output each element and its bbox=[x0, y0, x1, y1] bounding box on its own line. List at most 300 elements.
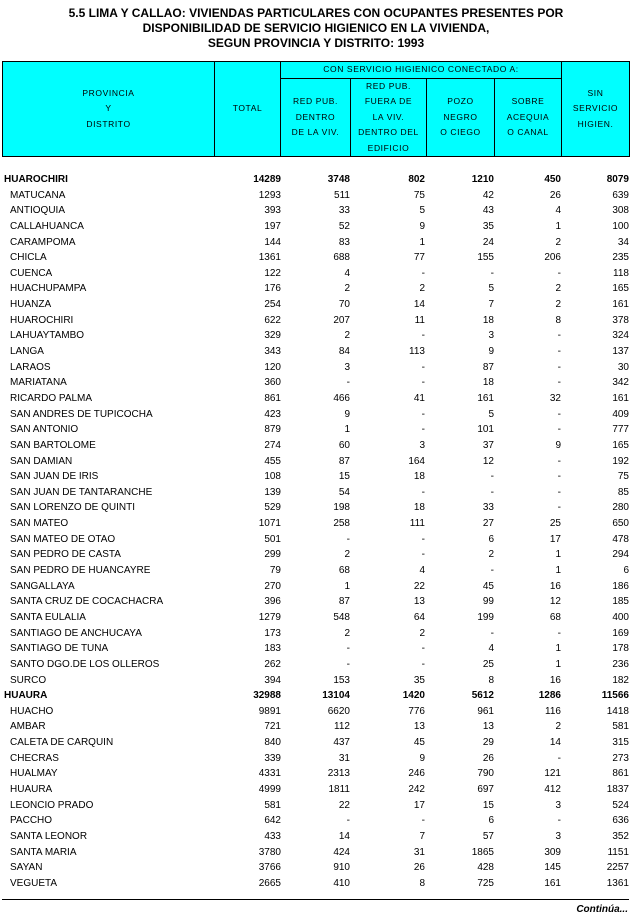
row-name: PACCHO bbox=[10, 815, 53, 827]
cell-col-1: 299 bbox=[264, 549, 281, 561]
cell-col-3: 2 bbox=[419, 283, 425, 295]
cell-col-4: 27 bbox=[482, 518, 494, 530]
table-row bbox=[2, 751, 629, 767]
row-name: CARAMPOMA bbox=[10, 236, 76, 248]
cell-col-6: 294 bbox=[612, 549, 629, 561]
row-name: SANTA LEONOR bbox=[10, 830, 88, 842]
cell-col-4: 5 bbox=[488, 408, 494, 420]
cell-col-2: 70 bbox=[338, 299, 350, 311]
cell-col-5: 145 bbox=[544, 862, 561, 874]
cell-col-2: 153 bbox=[333, 674, 350, 686]
table-row bbox=[2, 860, 629, 876]
header-conectado: CON SERVICIO HIGIENICO CONECTADO A: bbox=[281, 62, 562, 79]
cell-col-6: 11566 bbox=[601, 690, 629, 702]
cell-col-5: 2 bbox=[555, 283, 561, 295]
cell-col-6: 185 bbox=[612, 596, 629, 608]
table-row bbox=[2, 673, 629, 689]
table-row bbox=[2, 266, 629, 282]
cell-col-2: 466 bbox=[333, 392, 350, 404]
cell-col-6: 192 bbox=[612, 455, 629, 467]
cell-col-6: 169 bbox=[612, 627, 629, 639]
cell-col-5: - bbox=[557, 627, 561, 639]
cell-col-2: 437 bbox=[333, 737, 350, 749]
table-body bbox=[2, 172, 629, 891]
cell-col-3: 111 bbox=[409, 518, 425, 530]
cell-col-6: 75 bbox=[617, 471, 629, 483]
header-provincia: PROVINCIA Y DISTRITO bbox=[3, 62, 215, 157]
cell-col-5: 3 bbox=[555, 830, 561, 842]
cell-col-4: 790 bbox=[477, 768, 494, 780]
cell-col-6: 236 bbox=[612, 658, 629, 670]
cell-col-3: - bbox=[421, 643, 425, 655]
cell-col-4: 961 bbox=[477, 705, 494, 717]
cell-col-4: - bbox=[490, 486, 494, 498]
cell-col-1: 4999 bbox=[258, 783, 281, 795]
cell-col-2: 54 bbox=[338, 486, 350, 498]
cell-col-6: 85 bbox=[617, 486, 629, 498]
cell-col-6: 378 bbox=[612, 314, 629, 326]
cell-col-1: 840 bbox=[264, 737, 281, 749]
cell-col-6: 581 bbox=[612, 721, 629, 733]
cell-col-1: 329 bbox=[264, 330, 281, 342]
cell-col-6: 161 bbox=[612, 392, 629, 404]
header-pozo: POZO NEGRO O CIEGO bbox=[427, 78, 495, 157]
row-name: SANTA EULALIA bbox=[10, 611, 86, 623]
row-name: CHECRAS bbox=[10, 752, 59, 764]
header-sin-servicio: SIN SERVICIO HIGIEN. bbox=[562, 62, 630, 157]
cell-col-2: 52 bbox=[338, 220, 350, 232]
cell-col-4: 35 bbox=[482, 220, 494, 232]
cell-col-1: 721 bbox=[264, 721, 281, 733]
cell-col-1: 879 bbox=[264, 424, 281, 436]
cell-col-6: 178 bbox=[612, 643, 629, 655]
table-row bbox=[2, 704, 629, 720]
cell-col-4: 1210 bbox=[471, 174, 494, 185]
table-row bbox=[2, 454, 629, 470]
header-red-fuera: RED PUB. FUERA DE LA VIV. DENTRO DEL EDIFICIO bbox=[351, 78, 427, 157]
cell-col-5: 32 bbox=[549, 392, 561, 404]
cell-col-4: 13 bbox=[482, 721, 494, 733]
row-name: SAN ANTONIO bbox=[10, 424, 79, 436]
cell-col-5: - bbox=[557, 377, 561, 389]
cell-col-6: 137 bbox=[612, 346, 629, 358]
cell-col-3: 2 bbox=[419, 627, 425, 639]
cell-col-6: 409 bbox=[612, 408, 629, 420]
cell-col-1: 1071 bbox=[258, 518, 281, 530]
cell-col-2: 2 bbox=[344, 627, 350, 639]
cell-col-3: 75 bbox=[413, 189, 425, 201]
cell-col-3: 802 bbox=[408, 174, 425, 185]
cell-col-6: 6 bbox=[623, 565, 629, 577]
cell-col-3: - bbox=[421, 361, 425, 373]
cell-col-3: 4 bbox=[419, 565, 425, 577]
cell-col-3: 18 bbox=[413, 471, 425, 483]
cell-col-5: 14 bbox=[549, 737, 561, 749]
cell-col-5: - bbox=[557, 471, 561, 483]
cell-col-1: 433 bbox=[264, 830, 281, 842]
row-name: SANGALLAYA bbox=[10, 580, 75, 592]
cell-col-1: 642 bbox=[264, 815, 281, 827]
cell-col-3: 164 bbox=[408, 455, 425, 467]
cell-col-5: - bbox=[557, 815, 561, 827]
table-row bbox=[2, 438, 629, 454]
cell-col-5: 161 bbox=[544, 877, 561, 889]
cell-col-2: 548 bbox=[333, 611, 350, 623]
title-line-1: 5.5 LIMA Y CALLAO: VIVIENDAS PARTICULARES CON OCUPANTES PRESENTES POR bbox=[68, 6, 564, 20]
cell-col-5: 309 bbox=[544, 846, 561, 858]
cell-col-3: - bbox=[421, 408, 425, 420]
cell-col-5: 12 bbox=[549, 596, 561, 608]
table-row bbox=[2, 344, 629, 360]
cell-col-3: 13 bbox=[413, 721, 425, 733]
cell-col-6: 524 bbox=[612, 799, 629, 811]
cell-col-2: 2 bbox=[344, 549, 350, 561]
cell-col-1: 423 bbox=[264, 408, 281, 420]
table-row bbox=[2, 594, 629, 610]
province-row bbox=[2, 172, 629, 188]
cell-col-5: 16 bbox=[549, 674, 561, 686]
row-name: LANGA bbox=[10, 346, 44, 358]
cell-col-3: 1 bbox=[419, 236, 425, 248]
cell-col-6: 1151 bbox=[607, 846, 629, 858]
cell-col-5: 8 bbox=[555, 314, 561, 326]
cell-col-3: - bbox=[421, 486, 425, 498]
table-row bbox=[2, 500, 629, 516]
cell-col-1: 14289 bbox=[253, 174, 281, 185]
cell-col-2: 31 bbox=[338, 752, 350, 764]
cell-col-6: 273 bbox=[612, 752, 629, 764]
cell-col-3: - bbox=[421, 424, 425, 436]
cell-col-1: 1279 bbox=[258, 611, 281, 623]
cell-col-5: 4 bbox=[555, 205, 561, 217]
cell-col-5: - bbox=[557, 486, 561, 498]
cell-col-6: 8079 bbox=[606, 174, 629, 185]
cell-col-2: 84 bbox=[338, 346, 350, 358]
table-row bbox=[2, 328, 629, 344]
row-name: CUENCA bbox=[10, 267, 53, 279]
cell-col-2: 60 bbox=[338, 439, 350, 451]
cell-col-6: 400 bbox=[612, 611, 629, 623]
cell-col-6: 165 bbox=[612, 283, 629, 295]
cell-col-2: 4 bbox=[344, 267, 350, 279]
cell-col-5: - bbox=[557, 455, 561, 467]
cell-col-5: 450 bbox=[544, 174, 561, 185]
table-row bbox=[2, 297, 629, 313]
cell-col-1: 79 bbox=[269, 565, 281, 577]
cell-col-2: 83 bbox=[338, 236, 350, 248]
cell-col-1: 3780 bbox=[258, 846, 281, 858]
row-name: ANTIOQUIA bbox=[10, 205, 66, 217]
cell-col-1: 1293 bbox=[258, 189, 281, 201]
row-name: MATUCANA bbox=[10, 189, 66, 201]
table-row bbox=[2, 766, 629, 782]
cell-col-1: 197 bbox=[264, 220, 281, 232]
cell-col-5: 1 bbox=[555, 220, 561, 232]
cell-col-6: 118 bbox=[613, 267, 629, 279]
cell-col-2: 2 bbox=[344, 283, 350, 295]
title-line-3: SEGUN PROVINCIA Y DISTRITO: 1993 bbox=[207, 36, 425, 50]
row-name: SAN PEDRO DE HUANCAYRE bbox=[10, 565, 151, 577]
cell-col-5: - bbox=[557, 267, 561, 279]
cell-col-3: 246 bbox=[408, 768, 425, 780]
cell-col-5: - bbox=[557, 346, 561, 358]
table-row bbox=[2, 313, 629, 329]
table-row bbox=[2, 422, 629, 438]
table-row bbox=[2, 813, 629, 829]
table-row bbox=[2, 532, 629, 548]
cell-col-6: 30 bbox=[617, 361, 629, 373]
row-name: SAN MATEO bbox=[10, 518, 69, 530]
row-name: SAN JUAN DE IRIS bbox=[10, 471, 99, 483]
row-name: SAYAN bbox=[10, 862, 43, 874]
title-line-2: DISPONIBILIDAD DE SERVICIO HIGIENICO EN LA VIVIENDA, bbox=[142, 21, 490, 35]
row-name: LARAOS bbox=[10, 361, 51, 373]
cell-col-3: 13 bbox=[413, 596, 425, 608]
cell-col-4: - bbox=[490, 565, 494, 577]
cell-col-4: 8 bbox=[488, 674, 494, 686]
row-name: SANTIAGO DE TUNA bbox=[10, 643, 109, 655]
cell-col-5: 25 bbox=[549, 518, 561, 530]
table-row bbox=[2, 547, 629, 563]
cell-col-2: 258 bbox=[333, 518, 350, 530]
cell-col-3: 8 bbox=[419, 877, 425, 889]
cell-col-5: - bbox=[557, 752, 561, 764]
cell-col-6: 1837 bbox=[606, 783, 629, 795]
cell-col-1: 396 bbox=[264, 596, 281, 608]
cell-col-4: 199 bbox=[477, 611, 494, 623]
table-row bbox=[2, 626, 629, 642]
cell-col-1: 176 bbox=[264, 283, 281, 295]
row-name: CHICLA bbox=[10, 252, 47, 264]
table-row bbox=[2, 203, 629, 219]
cell-col-5: 2 bbox=[555, 299, 561, 311]
cell-col-6: 315 bbox=[612, 737, 629, 749]
cell-col-6: 280 bbox=[612, 502, 629, 514]
cell-col-6: 342 bbox=[612, 377, 629, 389]
cell-col-4: 725 bbox=[477, 877, 494, 889]
row-name: SANTO DGO.DE LOS OLLEROS bbox=[10, 658, 160, 670]
cell-col-1: 861 bbox=[264, 392, 281, 404]
cell-col-2: 424 bbox=[333, 846, 350, 858]
cell-col-5: 1 bbox=[555, 549, 561, 561]
cell-col-2: 22 bbox=[338, 799, 350, 811]
cell-col-2: 13104 bbox=[322, 690, 350, 702]
cell-col-2: 14 bbox=[338, 830, 350, 842]
cell-col-6: 165 bbox=[612, 439, 629, 451]
cell-col-6: 161 bbox=[612, 299, 629, 311]
cell-col-4: 99 bbox=[482, 596, 494, 608]
row-name: HUAURA bbox=[10, 783, 53, 795]
cell-col-1: 274 bbox=[264, 439, 281, 451]
cell-col-5: - bbox=[557, 502, 561, 514]
table-row bbox=[2, 782, 629, 798]
row-name: SAN MATEO DE OTAO bbox=[10, 533, 116, 545]
cell-col-2: - bbox=[346, 815, 350, 827]
cell-col-5: 1 bbox=[555, 565, 561, 577]
cell-col-3: 113 bbox=[409, 346, 425, 358]
cell-col-4: - bbox=[490, 471, 494, 483]
row-name: SAN DAMIAN bbox=[10, 455, 73, 467]
cell-col-1: 9891 bbox=[258, 705, 281, 717]
table-title bbox=[0, 6, 632, 51]
table-row bbox=[2, 360, 629, 376]
cell-col-6: 352 bbox=[612, 830, 629, 842]
cell-col-1: 360 bbox=[264, 377, 281, 389]
cell-col-2: - bbox=[346, 533, 350, 545]
row-name: SURCO bbox=[10, 674, 47, 686]
table-row bbox=[2, 641, 629, 657]
cell-col-3: 11 bbox=[414, 314, 425, 326]
table-row bbox=[2, 250, 629, 266]
cell-col-3: - bbox=[421, 267, 425, 279]
row-name: SANTIAGO DE ANCHUCAYA bbox=[10, 627, 142, 639]
table-row bbox=[2, 829, 629, 845]
table-row bbox=[2, 281, 629, 297]
row-name: SAN JUAN DE TANTARANCHE bbox=[10, 486, 153, 498]
table-row bbox=[2, 876, 629, 892]
cell-col-6: 235 bbox=[612, 252, 629, 264]
cell-col-5: - bbox=[557, 424, 561, 436]
cell-col-1: 339 bbox=[264, 752, 281, 764]
cell-col-5: 2 bbox=[555, 721, 561, 733]
row-name: HUAROCHIRI bbox=[10, 314, 74, 326]
cell-col-5: 1 bbox=[555, 658, 561, 670]
cell-col-2: 33 bbox=[338, 205, 350, 217]
table-row bbox=[2, 798, 629, 814]
cell-col-5: 68 bbox=[549, 611, 561, 623]
cell-col-4: - bbox=[490, 627, 494, 639]
cell-col-2: 6620 bbox=[327, 705, 350, 717]
cell-col-6: 34 bbox=[617, 236, 629, 248]
cell-col-3: - bbox=[421, 377, 425, 389]
cell-col-2: - bbox=[346, 643, 350, 655]
province-row bbox=[2, 688, 629, 704]
cell-col-3: 31 bbox=[413, 846, 425, 858]
cell-col-4: 29 bbox=[482, 737, 494, 749]
cell-col-4: 5612 bbox=[471, 690, 494, 702]
cell-col-6: 639 bbox=[612, 189, 629, 201]
table-row bbox=[2, 516, 629, 532]
table-row bbox=[2, 563, 629, 579]
cell-col-4: 15 bbox=[482, 799, 494, 811]
row-name: LAHUAYTAMBO bbox=[10, 330, 85, 342]
cell-col-2: 87 bbox=[338, 596, 350, 608]
cell-col-5: 9 bbox=[555, 439, 561, 451]
cell-col-3: 7 bbox=[419, 830, 425, 842]
row-name: HUACHO bbox=[10, 705, 54, 717]
cell-col-5: - bbox=[557, 330, 561, 342]
cell-col-6: 324 bbox=[612, 330, 629, 342]
cell-col-6: 1361 bbox=[606, 877, 629, 889]
cell-col-2: 9 bbox=[344, 408, 350, 420]
row-name: MARIATANA bbox=[10, 377, 67, 389]
cell-col-4: 33 bbox=[482, 502, 494, 514]
row-name: RICARDO PALMA bbox=[10, 392, 93, 404]
cell-col-4: 2 bbox=[488, 549, 494, 561]
table-row bbox=[2, 485, 629, 501]
cell-col-1: 120 bbox=[264, 361, 281, 373]
cell-col-3: 14 bbox=[413, 299, 425, 311]
cell-col-4: 1865 bbox=[471, 846, 494, 858]
cell-col-3: 22 bbox=[413, 580, 425, 592]
cell-col-1: 622 bbox=[264, 314, 281, 326]
row-name: HUAROCHIRI bbox=[4, 174, 68, 185]
cell-col-5: - bbox=[557, 361, 561, 373]
table-row bbox=[2, 735, 629, 751]
cell-col-4: 155 bbox=[477, 252, 494, 264]
cell-col-2: 112 bbox=[334, 721, 350, 733]
row-name: SAN ANDRES DE TUPICOCHA bbox=[10, 408, 153, 420]
table-row bbox=[2, 375, 629, 391]
cell-col-5: 3 bbox=[555, 799, 561, 811]
header-total: TOTAL bbox=[215, 62, 281, 157]
cell-col-5: - bbox=[557, 408, 561, 420]
cell-col-1: 2665 bbox=[258, 877, 281, 889]
row-name: VEGUETA bbox=[10, 877, 58, 889]
cell-col-5: 16 bbox=[549, 580, 561, 592]
cell-col-4: 101 bbox=[477, 424, 494, 436]
cell-col-6: 308 bbox=[612, 205, 629, 217]
row-name: HUALMAY bbox=[10, 768, 58, 780]
table-row bbox=[2, 219, 629, 235]
row-name: HUAURA bbox=[4, 690, 48, 702]
cell-col-5: 116 bbox=[545, 705, 561, 717]
cell-col-1: 3766 bbox=[258, 862, 281, 874]
cell-col-2: 2313 bbox=[327, 768, 350, 780]
cell-col-1: 1361 bbox=[258, 252, 281, 264]
cell-col-2: 511 bbox=[334, 189, 350, 201]
cell-col-4: 4 bbox=[488, 643, 494, 655]
cell-col-3: 776 bbox=[408, 705, 425, 717]
cell-col-1: 183 bbox=[264, 643, 281, 655]
cell-col-1: 4331 bbox=[258, 768, 281, 780]
cell-col-1: 122 bbox=[264, 267, 281, 279]
cell-col-5: 1 bbox=[555, 643, 561, 655]
row-name: HUACHUPAMPA bbox=[10, 283, 87, 295]
cell-col-4: 45 bbox=[482, 580, 494, 592]
cell-col-3: - bbox=[421, 549, 425, 561]
cell-col-2: 198 bbox=[333, 502, 350, 514]
cell-col-4: 24 bbox=[482, 236, 494, 248]
row-name: CALLAHUANCA bbox=[10, 220, 84, 232]
table-bottom-rule bbox=[2, 899, 629, 900]
cell-col-1: 144 bbox=[264, 236, 281, 248]
cell-col-6: 650 bbox=[612, 518, 629, 530]
cell-col-1: 108 bbox=[264, 471, 281, 483]
cell-col-5: 121 bbox=[544, 768, 561, 780]
cell-col-4: 7 bbox=[488, 299, 494, 311]
cell-col-3: 77 bbox=[413, 252, 425, 264]
cell-col-2: 207 bbox=[333, 314, 350, 326]
cell-col-4: 43 bbox=[482, 205, 494, 217]
cell-col-4: 18 bbox=[482, 314, 494, 326]
cell-col-6: 636 bbox=[612, 815, 629, 827]
cell-col-5: 17 bbox=[549, 533, 561, 545]
row-name: LEONCIO PRADO bbox=[10, 799, 94, 811]
cell-col-1: 501 bbox=[264, 533, 281, 545]
cell-col-3: 45 bbox=[413, 737, 425, 749]
cell-col-1: 173 bbox=[264, 627, 281, 639]
cell-col-1: 581 bbox=[264, 799, 281, 811]
cell-col-4: 42 bbox=[482, 189, 494, 201]
cell-col-4: 25 bbox=[482, 658, 494, 670]
cell-col-3: 9 bbox=[419, 220, 425, 232]
cell-col-1: 270 bbox=[264, 580, 281, 592]
cell-col-2: 3748 bbox=[327, 174, 350, 185]
cell-col-2: 1 bbox=[344, 424, 350, 436]
cell-col-3: - bbox=[421, 658, 425, 670]
cell-col-2: 2 bbox=[344, 330, 350, 342]
